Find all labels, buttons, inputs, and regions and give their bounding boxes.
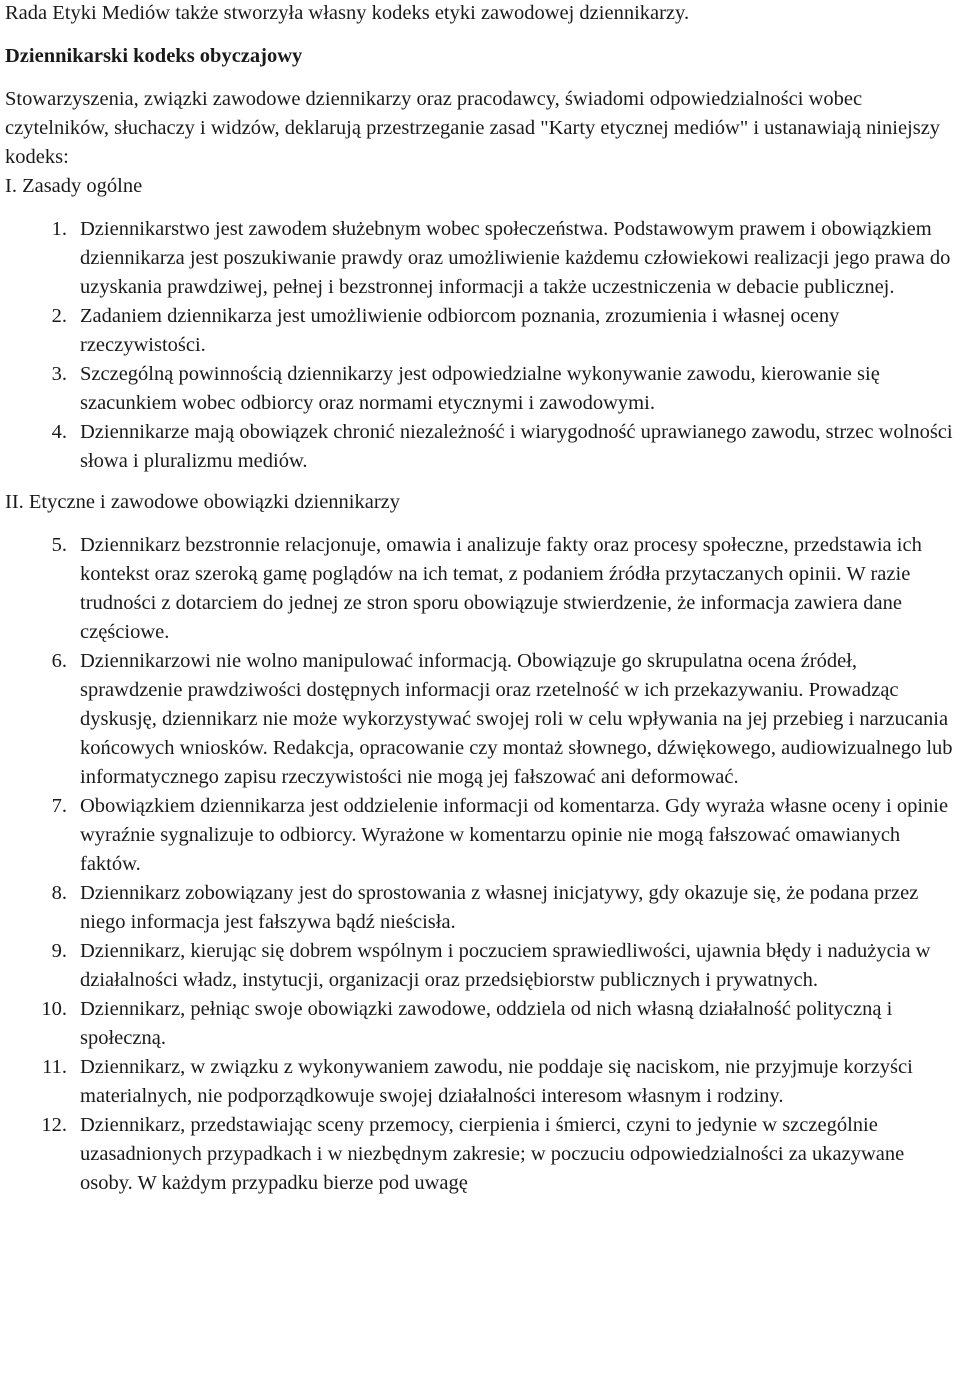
list-item — [5, 302, 960, 360]
rules-list-duties — [5, 531, 960, 1198]
item-number: 10. — [41, 998, 67, 1020]
item-number: 9. — [51, 940, 67, 962]
list-item — [5, 1111, 960, 1198]
list-item — [5, 531, 960, 647]
item-text: Dziennikarz, kierując się dobrem wspólnym i poczuciem sprawiedliwości, ujawnia błędy i nadużycia w działalności władz, instytucji, organizacji oraz przedsiębiorstw publicznych i prywatnych. — [80, 940, 931, 991]
item-number: 5. — [51, 534, 67, 556]
item-number: 11. — [42, 1056, 67, 1078]
list-item — [5, 647, 960, 792]
item-number: 8. — [51, 882, 67, 904]
list-item — [5, 360, 960, 418]
item-text: Szczególną powinnością dziennikarzy jest odpowiedzialne wykonywanie zawodu, kierowanie się szacunkiem wobec odbiorcy oraz normami etycznymi i zawodowymi. — [80, 363, 880, 414]
list-item — [5, 418, 960, 476]
item-text: Zadaniem dziennikarza jest umożliwienie odbiorcom poznania, zrozumienia i własnej oceny rzeczywistości. — [80, 305, 840, 356]
intro-paragraph: Rada Etyki Mediów także stworzyła własny kodeks etyki zawodowej dziennikarzy. — [5, 2, 690, 24]
item-text: Dziennikarstwo jest zawodem służebnym wobec społeczeństwa. Podstawowym prawem i obowiązkiem dziennikarza jest poszukiwanie prawdy oraz umożliwienie każdemu człowiekowi realizacji jego prawa do uzyskania prawdziwej, pełnej i bezstronnej informacji a także uczestniczenia w debacie publicznej. — [80, 218, 951, 298]
section-heading-general: I. Zasady ogólne — [5, 175, 143, 197]
document-title: Dziennikarski kodeks obyczajowy — [5, 45, 303, 67]
item-number: 4. — [51, 421, 67, 443]
section-heading-duties: II. Etyczne i zawodowe obowiązki dziennikarzy — [5, 491, 401, 513]
item-text: Dziennikarze mają obowiązek chronić niezależność i wiarygodność uprawianego zawodu, strzec wolności słowa i pluralizmu mediów. — [80, 421, 953, 472]
list-item — [5, 1053, 960, 1111]
item-text: Dziennikarz, w związku z wykonywaniem zawodu, nie poddaje się naciskom, nie przyjmuje korzyści materialnych, nie podporządkowuje swojej działalności interesom własnym i rodziny. — [80, 1056, 913, 1107]
item-number: 1. — [51, 218, 67, 240]
item-text: Obowiązkiem dziennikarza jest oddzielenie informacji od komentarza. Gdy wyraża własne oceny i opinie wyraźnie sygnalizuje to odbiorcy. Wyrażone w komentarzu opinie nie mogą fałszować omawianych faktów. — [80, 795, 949, 875]
item-text: Dziennikarz, przedstawiając sceny przemocy, cierpienia i śmierci, czyni to jedynie w szczególnie uzasadnionych przypadkach i w niezbędnym zakresie; w poczuciu odpowiedzialności za ukazywane osoby. W każdym przypadku bierze pod uwagę — [80, 1114, 905, 1194]
item-text: Dziennikarz zobowiązany jest do sprostowania z własnej inicjatywy, gdy okazuje się, że podana przez niego informacja jest fałszywa bądź nieścisła. — [80, 882, 919, 933]
preamble-paragraph: Stowarzyszenia, związki zawodowe dziennikarzy oraz pracodawcy, świadomi odpowiedzialności wobec czytelników, słuchaczy i widzów, deklarują przestrzeganie zasad "Karty etycznej mediów" i ustanawiają niniejszy kodeks: — [5, 88, 941, 168]
item-text: Dziennikarz bezstronnie relacjonuje, omawia i analizuje fakty oraz procesy społeczne, przedstawia ich kontekst oraz szeroką gamę poglądów na ich temat, z podaniem źródła przytaczanych opinii. W razie trudności z dotarciem do jednej ze stron sporu obowiązuje stwierdzenie, że informacja zawiera dane częściowe. — [80, 534, 922, 643]
list-item — [5, 995, 960, 1053]
list-item — [5, 792, 960, 879]
item-number: 7. — [51, 795, 67, 817]
list-item — [5, 937, 960, 995]
list-item — [5, 215, 960, 302]
rules-list-general — [5, 215, 960, 476]
item-text: Dziennikarz, pełniąc swoje obowiązki zawodowe, oddziela od nich własną działalność polityczną i społeczną. — [80, 998, 893, 1049]
item-text: Dziennikarzowi nie wolno manipulować informacją. Obowiązuje go skrupulatna ocena źródeł, sprawdzenie prawdziwości dostępnych informacji oraz rzetelność w ich przekazywaniu. Prowadząc dyskusję, dziennikarz nie może wykorzystywać swojej roli w celu wpływania na jej przebieg i narzucania końcowych wniosków. Redakcja, opracowanie czy montaż słownego, dźwiękowego, audiowizualnego lub informatycznego zapisu rzeczywistości nie mogą jej fałszować ani deformować. — [80, 650, 953, 788]
item-number: 2. — [51, 305, 67, 327]
item-number: 6. — [51, 650, 67, 672]
item-number: 12. — [41, 1114, 67, 1136]
item-number: 3. — [51, 363, 67, 385]
list-item — [5, 879, 960, 937]
document-page — [5, 0, 960, 1198]
